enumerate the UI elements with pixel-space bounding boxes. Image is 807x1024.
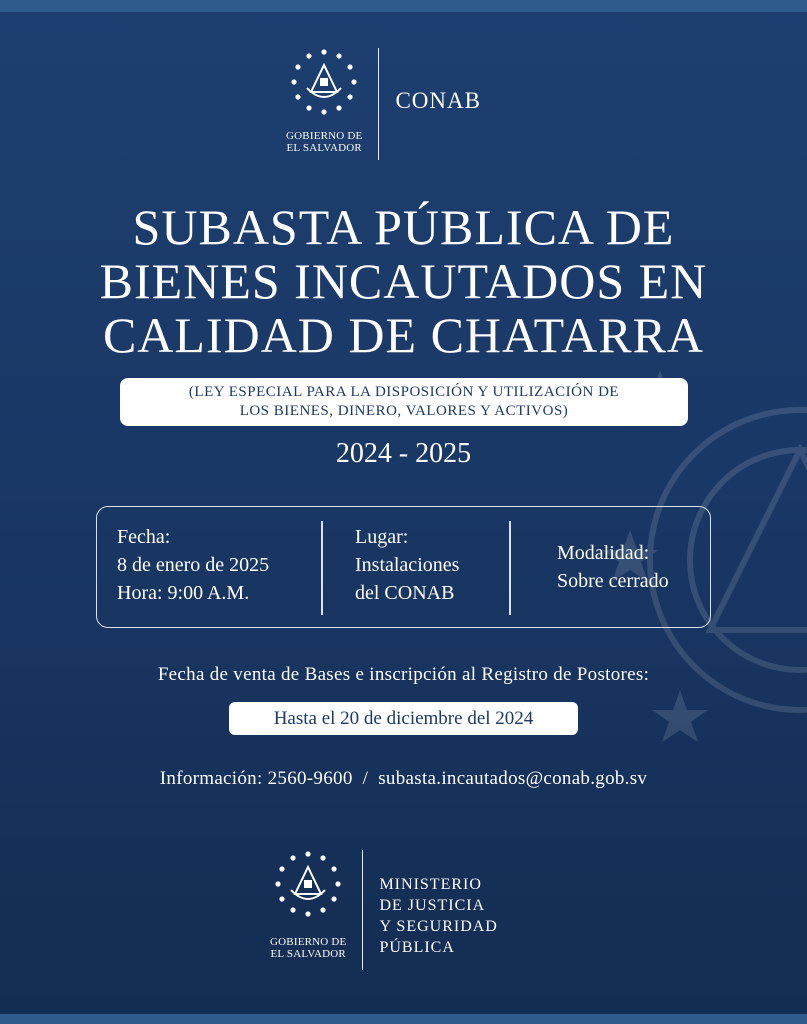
ministry-line-2: DE JUSTICIA <box>379 897 486 914</box>
lugar-label: Lugar: <box>355 526 409 548</box>
footer-gov-line1: GOBIERNO DE <box>270 936 347 948</box>
column-divider <box>321 521 323 615</box>
ministry-block <box>379 874 497 958</box>
contact-separator: / <box>362 768 369 789</box>
lugar-line-2: del CONAB <box>355 582 455 604</box>
header-divider <box>378 48 379 160</box>
fecha-value: 8 de enero de 2025 <box>117 554 270 576</box>
header-brand <box>286 48 481 160</box>
title-line-2: BIENES INCAUTADOS EN <box>99 253 708 309</box>
modalidad-value: Sobre cerrado <box>557 570 669 592</box>
header-gov-line1: GOBIERNO DE <box>286 130 363 142</box>
date-column <box>117 523 269 607</box>
title-line-1: SUBASTA PÚBLICA DE <box>132 199 675 255</box>
top-accent-bar <box>0 0 807 12</box>
ministry-line-4: PÚBLICA <box>379 939 455 956</box>
footer-divider <box>362 850 363 970</box>
page-title <box>0 200 807 362</box>
ministry-line-3: Y SEGURIDAD <box>379 918 498 935</box>
fecha-label: Fecha: <box>117 526 171 548</box>
hora-value: Hora: 9:00 A.M. <box>117 582 250 604</box>
column-divider <box>509 521 511 615</box>
mode-column <box>557 539 669 595</box>
footer-brand <box>270 850 498 970</box>
bottom-accent-bar <box>0 1014 807 1024</box>
place-column <box>355 523 459 607</box>
title-line-3: CALIDAD DE CHATARRA <box>102 307 705 363</box>
years-label: 2024 - 2025 <box>335 438 472 469</box>
contact-phone: Información: 2560-9600 <box>159 768 353 789</box>
contact-email[interactable]: subasta.incautados@conab.gob.sv <box>378 768 648 789</box>
modalidad-label: Modalidad: <box>557 542 650 564</box>
sales-label: Fecha de venta de Bases e inscripción al Registro de Postores: <box>157 664 650 685</box>
el-salvador-seal-icon <box>289 48 359 116</box>
law-line-1: (LEY ESPECIAL PARA LA DISPOSICIÓN Y UTILIZACIÓN DE <box>188 384 620 400</box>
ministry-line-1: MINISTERIO <box>379 876 482 893</box>
header-gov-line2: EL SALVADOR <box>286 142 362 154</box>
header-gov-block <box>286 48 362 154</box>
lugar-line-1: Instalaciones <box>355 554 460 576</box>
law-box <box>120 378 688 426</box>
auction-details-box <box>96 506 711 628</box>
footer-gov-line2: EL SALVADOR <box>270 948 346 960</box>
contact-line <box>0 768 807 790</box>
sales-deadline: Hasta el 20 de diciembre del 2024 <box>229 702 578 735</box>
law-line-2: LOS BIENES, DINERO, VALORES Y ACTIVOS) <box>239 403 569 419</box>
org-name: CONAB <box>395 88 481 113</box>
el-salvador-seal-icon <box>273 850 343 918</box>
footer-gov-block <box>270 850 346 960</box>
